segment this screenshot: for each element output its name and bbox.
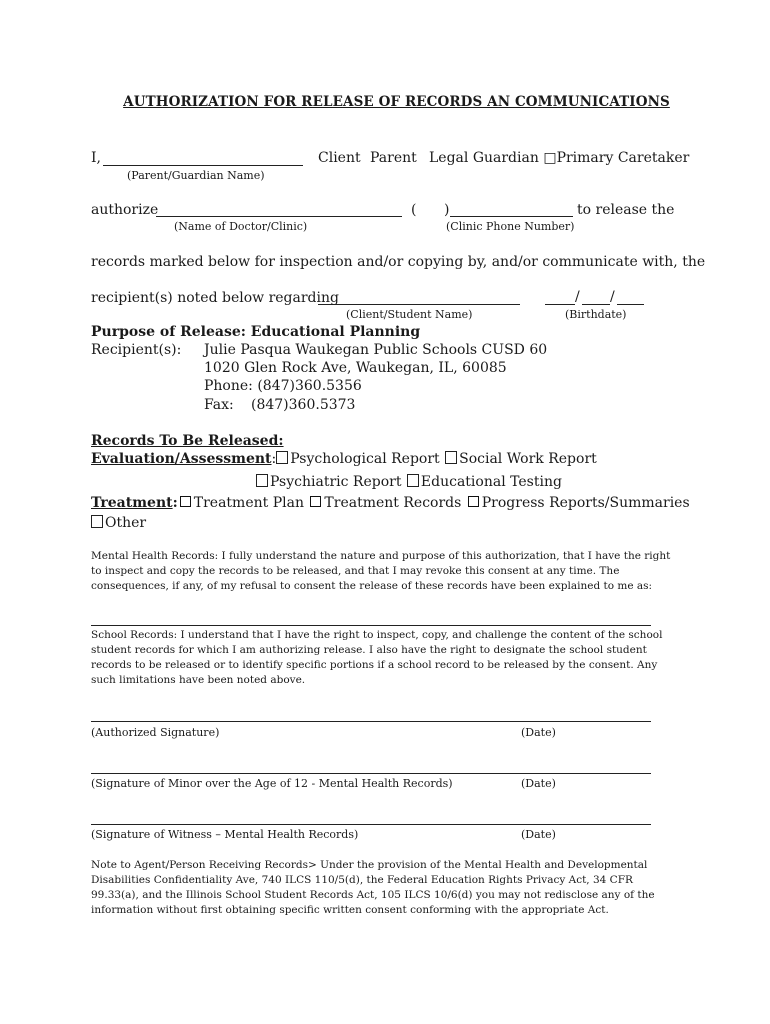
birth-month-field[interactable] [545, 304, 575, 305]
phone-paren-close: ) [444, 202, 450, 218]
authorize-prefix: authorize [91, 202, 159, 218]
form-title: AUTHORIZATION FOR RELEASE OF RECORDS AN COMMUNICATIONS [123, 94, 670, 110]
birth-year-field[interactable] [617, 304, 644, 305]
treatment-colon: : [172, 495, 178, 511]
records-heading: Records To Be Released: [91, 433, 284, 449]
redisclosure-note: Note to Agent/Person Receiving Records> Under the provision of the Mental Health and Developmental Disabilities Confidentiality Ave, 740 ILCS 110/5(d), the Federal Education Rights Privacy Act, 34 CFR 99.33(a), and the Illinois School Student Records Act, 105 ILCS 10/6(d) you may not redisclose any of the information without first obtaining specific written consent conforming with the appropriate Act. [91, 859, 655, 916]
clinic-phone-field[interactable] [450, 216, 573, 217]
evaluation-row-2 [256, 474, 562, 490]
client-student-name-field[interactable] [318, 304, 520, 305]
mental-health-paragraph: Mental Health Records: I fully understand the nature and purpose of this authorization, that I have the right to inspect and copy the records to be released, and that I may revoke this consent at any time. The consequences, if any, of my refusal to consent the release of these records have been explained to me as: [91, 550, 671, 592]
other-label: Other [105, 515, 147, 531]
birth-slash-1: / [575, 289, 580, 305]
psychiatric-report-checkbox[interactable] [256, 474, 268, 487]
evaluation-row [91, 451, 597, 467]
authorized-signature-caption: (Authorized Signature) [91, 726, 220, 739]
release-suffix: to release the [577, 202, 675, 218]
records-sentence: records marked below for inspection and/or copying by, and/or communicate with, the [91, 254, 706, 270]
educational-testing-label: Educational Testing [420, 474, 562, 490]
recipient-address: 1020 Glen Rock Ave, Waukegan, IL, 60085 [204, 360, 507, 376]
social-work-report-label: Social Work Report [459, 451, 597, 467]
role-client: Client [318, 150, 361, 166]
treatment-records-label: Treatment Records [324, 495, 462, 511]
treatment-plan-checkbox[interactable] [180, 496, 191, 507]
role-legal-guardian-label: Legal Guardian [429, 150, 539, 166]
role-parent: Parent [370, 150, 417, 166]
clinic-phone-caption: (Clinic Phone Number) [446, 220, 575, 233]
authorized-date-caption: (Date) [521, 726, 556, 739]
treatment-records-checkbox[interactable] [310, 496, 321, 507]
treatment-plan-label: Treatment Plan [193, 495, 304, 511]
treatment-row [91, 495, 690, 511]
role-legal-guardian [429, 150, 689, 166]
social-work-report-checkbox[interactable] [445, 451, 457, 464]
primary-caretaker-checkbox[interactable]: □ [543, 150, 557, 166]
purpose-of-release: Purpose of Release: Educational Planning [91, 324, 421, 340]
witness-signature-line[interactable] [91, 824, 651, 825]
doctor-clinic-caption: (Name of Doctor/Clinic) [174, 220, 308, 233]
progress-reports-label: Progress Reports/Summaries [481, 495, 690, 511]
recipients-label: Recipient(s): [91, 342, 182, 358]
other-checkbox[interactable] [91, 515, 103, 528]
evaluation-label: Evaluation/Assessment [91, 451, 272, 467]
recipient-fax-label: Fax: [204, 397, 234, 413]
i-prefix: I, [91, 150, 101, 166]
minor-signature-line[interactable] [91, 773, 651, 774]
phone-paren-open: ( [411, 202, 417, 218]
educational-testing-checkbox[interactable] [407, 474, 419, 487]
authorized-signature-line[interactable] [91, 721, 651, 722]
recipient-prefix: recipient(s) noted below regarding [91, 290, 339, 306]
recipient-phone: Phone: (847)360.5356 [204, 378, 362, 394]
minor-signature-caption: (Signature of Minor over the Age of 12 - Mental Health Records) [91, 777, 453, 790]
psychological-report-checkbox[interactable] [276, 451, 288, 464]
parent-name-caption: (Parent/Guardian Name) [127, 169, 265, 182]
psychiatric-report-label: Psychiatric Report [270, 474, 402, 490]
other-row [91, 515, 146, 531]
school-records-paragraph: School Records: I understand that I have the right to inspect, copy, and challenge the content of the school student records for which I am authorizing release. I also have the right to designate the school student records to be released or to identify specific portions if a school record to be released by the consent. Any such limitations have been noted above. [91, 629, 663, 686]
doctor-clinic-field[interactable] [156, 216, 402, 217]
role-primary-caretaker: Primary Caretaker [556, 150, 690, 166]
recipient-fax: (847)360.5373 [251, 397, 356, 413]
psychological-report-label: Psychological Report [290, 451, 440, 467]
treatment-label: Treatment [91, 495, 173, 511]
minor-date-caption: (Date) [521, 777, 556, 790]
client-name-caption: (Client/Student Name) [346, 308, 473, 321]
birth-day-field[interactable] [582, 304, 610, 305]
witness-date-caption: (Date) [521, 828, 556, 841]
recipient-name: Julie Pasqua Waukegan Public Schools CUSD 60 [204, 342, 548, 358]
birth-slash-2: / [610, 289, 615, 305]
parent-name-field[interactable] [103, 165, 303, 166]
consequences-field[interactable] [91, 625, 651, 626]
evaluation-colon: : [271, 451, 277, 467]
witness-signature-caption: (Signature of Witness – Mental Health Records) [91, 828, 359, 841]
progress-reports-checkbox[interactable] [468, 496, 479, 507]
birthdate-caption: (Birthdate) [565, 308, 627, 321]
